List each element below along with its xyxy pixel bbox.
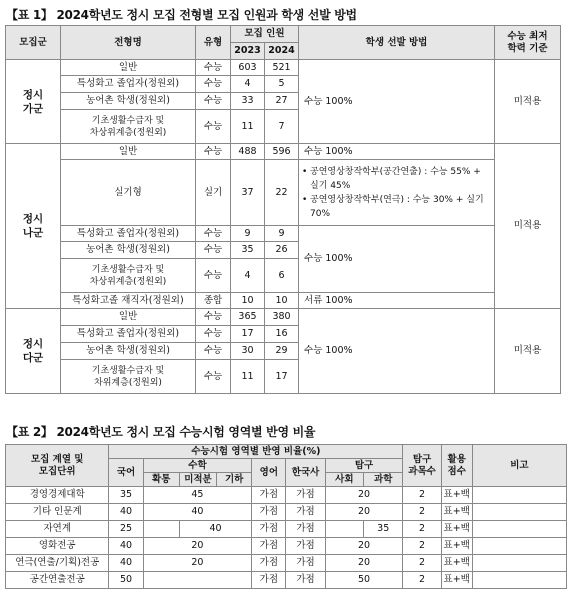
header-ratio: 수능시험 영역별 반영 비율(%) — [109, 445, 403, 459]
type-name-cell: 농어촌 학생(정원외) — [61, 242, 196, 259]
english-cell: 가점 — [252, 521, 286, 538]
quota-2024-cell: 9 — [265, 226, 299, 242]
score-cell: 표+백 — [441, 504, 472, 521]
header-2023: 2023 — [231, 43, 265, 60]
table-row — [6, 309, 561, 326]
practical-method-cell — [299, 160, 495, 226]
quota-2023-cell: 4 — [231, 76, 265, 93]
table-row — [6, 60, 561, 76]
header-quota: 모집 인원 — [231, 26, 299, 43]
kind-cell: 수능 — [196, 226, 231, 242]
quota-2024-cell: 521 — [265, 60, 299, 76]
quota-2024-cell: 380 — [265, 309, 299, 326]
math-cell: 20 — [143, 555, 252, 572]
header-history: 한국사 — [286, 459, 325, 487]
quota-2023-cell: 4 — [231, 259, 265, 293]
table-row — [6, 226, 561, 242]
quota-2024-cell: 26 — [265, 242, 299, 259]
group-cell: 정시 가군 — [6, 60, 61, 144]
english-cell: 가점 — [252, 572, 286, 589]
kind-cell: 수능 — [196, 93, 231, 110]
quota-2023-cell: 17 — [231, 326, 265, 343]
quota-2023-cell: 35 — [231, 242, 265, 259]
table1-title: 【표 1】 2024학년도 정시 모집 전형별 모집 인원과 학생 선발 방법 — [6, 8, 357, 22]
type-name-cell: 일반 — [61, 144, 196, 160]
korean-cell: 40 — [109, 504, 143, 521]
method-cell: 수능 100% — [299, 309, 495, 394]
count-cell: 2 — [403, 555, 441, 572]
table-row — [6, 504, 567, 521]
korean-cell: 50 — [109, 572, 143, 589]
header-inquiry: 탐구 — [325, 459, 403, 473]
unit-cell: 영화전공 — [6, 538, 109, 555]
math-cell: 40 — [179, 521, 251, 538]
english-cell: 가점 — [252, 538, 286, 555]
header-math-stat: 확통 — [143, 473, 179, 487]
korean-cell: 40 — [109, 555, 143, 572]
history-cell: 가점 — [286, 572, 325, 589]
quota-2024-cell: 27 — [265, 93, 299, 110]
kind-cell: 수능 — [196, 110, 231, 144]
math-cell: 45 — [143, 487, 252, 504]
method-cell: 수능 100% — [299, 226, 495, 293]
type-name-cell: 특성화고 졸업자(정원외) — [61, 326, 196, 343]
math-cell: 40 — [143, 504, 252, 521]
header-unit: 모집 계열 및 모집단위 — [6, 445, 109, 487]
quota-2024-cell: 596 — [265, 144, 299, 160]
group-cell: 정시 나군 — [6, 144, 61, 309]
header-math: 수학 — [143, 459, 252, 473]
header-english: 영어 — [252, 459, 286, 487]
score-cell: 표+백 — [441, 487, 472, 504]
practical-method-item: • 공연영상창작학부(연극) : 수능 30% + 실기 70% — [302, 194, 484, 219]
quota-2024-cell: 22 — [265, 160, 299, 226]
header-korean: 국어 — [109, 459, 143, 487]
type-name-cell: 기초생활수급자 및 차상위계층(정원외) — [61, 110, 196, 144]
type-name-cell: 일반 — [61, 60, 196, 76]
math-cell — [143, 572, 252, 589]
score-cell: 표+백 — [441, 572, 472, 589]
header-2024: 2024 — [265, 43, 299, 60]
minimum-cell: 미적용 — [495, 144, 561, 309]
header-minimum: 수능 최저 학력 기준 — [495, 26, 561, 60]
quota-2023-cell: 603 — [231, 60, 265, 76]
kind-cell: 수능 — [196, 144, 231, 160]
kind-cell: 수능 — [196, 242, 231, 259]
table-row — [6, 144, 561, 160]
note-cell — [472, 572, 566, 589]
method-cell: 수능 100% — [299, 144, 495, 160]
type-name-cell: 기초생활수급자 및 차위계층(정원외) — [61, 360, 196, 394]
history-cell: 가점 — [286, 504, 325, 521]
table2-title: 【표 2】 2024학년도 정시 모집 수능시험 영역별 반영 비율 — [6, 425, 316, 439]
method-cell: 수능 100% — [299, 60, 495, 144]
quota-2024-cell: 6 — [265, 259, 299, 293]
admission-quota-table — [5, 25, 561, 394]
table-row — [6, 160, 561, 226]
type-name-cell: 농어촌 학생(정원외) — [61, 343, 196, 360]
note-cell — [472, 504, 566, 521]
header-type-name: 전형명 — [61, 26, 196, 60]
minimum-cell: 미적용 — [495, 60, 561, 144]
english-cell: 가점 — [252, 555, 286, 572]
header-score: 활용 점수 — [441, 445, 472, 487]
header-social: 사회 — [325, 473, 363, 487]
kind-cell: 수능 — [196, 343, 231, 360]
quota-2024-cell: 10 — [265, 293, 299, 309]
unit-cell: 자연계 — [6, 521, 109, 538]
type-name-cell: 특성화고졸 재직자(정원외) — [61, 293, 196, 309]
header-note: 비고 — [472, 445, 566, 487]
social-cell — [325, 521, 363, 538]
quota-2023-cell: 11 — [231, 360, 265, 394]
minimum-cell: 미적용 — [495, 309, 561, 394]
inquiry-cell: 20 — [325, 504, 403, 521]
count-cell: 2 — [403, 572, 441, 589]
quota-2023-cell: 37 — [231, 160, 265, 226]
type-name-cell: 기초생활수급자 및 차상위계층(정원외) — [61, 259, 196, 293]
quota-2024-cell: 29 — [265, 343, 299, 360]
header-math-calc: 미적분 — [179, 473, 216, 487]
unit-cell: 공간연출전공 — [6, 572, 109, 589]
history-cell: 가점 — [286, 555, 325, 572]
history-cell: 가점 — [286, 538, 325, 555]
kind-cell: 수능 — [196, 76, 231, 93]
table-row — [6, 521, 567, 538]
quota-2023-cell: 10 — [231, 293, 265, 309]
quota-2023-cell: 488 — [231, 144, 265, 160]
inquiry-cell: 20 — [325, 555, 403, 572]
header-inquiry-count: 탐구 과목수 — [403, 445, 441, 487]
korean-cell: 25 — [109, 521, 143, 538]
english-cell: 가점 — [252, 504, 286, 521]
type-name-cell: 농어촌 학생(정원외) — [61, 93, 196, 110]
count-cell: 2 — [403, 538, 441, 555]
inquiry-cell: 20 — [325, 538, 403, 555]
unit-cell: 연극(연출/기획)전공 — [6, 555, 109, 572]
quota-2023-cell: 9 — [231, 226, 265, 242]
kind-cell: 수능 — [196, 309, 231, 326]
english-cell: 가점 — [252, 487, 286, 504]
quota-2024-cell: 17 — [265, 360, 299, 394]
count-cell: 2 — [403, 487, 441, 504]
type-name-cell: 실기형 — [61, 160, 196, 226]
quota-2023-cell: 365 — [231, 309, 265, 326]
note-cell — [472, 555, 566, 572]
korean-cell: 35 — [109, 487, 143, 504]
type-name-cell: 일반 — [61, 309, 196, 326]
table-row — [6, 538, 567, 555]
kind-cell: 수능 — [196, 360, 231, 394]
group-cell: 정시 다군 — [6, 309, 61, 394]
kind-cell: 수능 — [196, 60, 231, 76]
quota-2024-cell: 5 — [265, 76, 299, 93]
quota-2024-cell: 7 — [265, 110, 299, 144]
note-cell — [472, 521, 566, 538]
table-row — [6, 555, 567, 572]
table-row — [6, 487, 567, 504]
history-cell: 가점 — [286, 521, 325, 538]
header-kind: 유형 — [196, 26, 231, 60]
quota-2023-cell: 30 — [231, 343, 265, 360]
quota-2023-cell: 11 — [231, 110, 265, 144]
header-group: 모집군 — [6, 26, 61, 60]
practical-method-item: • 공연영상창작학부(공간연출) : 수능 55% + 실기 45% — [302, 166, 481, 191]
table-row — [6, 572, 567, 589]
score-cell: 표+백 — [441, 538, 472, 555]
type-name-cell: 특성화고 졸업자(정원외) — [61, 76, 196, 93]
unit-cell: 기타 인문계 — [6, 504, 109, 521]
math-cell: 20 — [143, 538, 252, 555]
count-cell: 2 — [403, 521, 441, 538]
math-stat-cell — [143, 521, 179, 538]
note-cell — [472, 538, 566, 555]
unit-cell: 경영경제대학 — [6, 487, 109, 504]
header-science: 과학 — [364, 473, 403, 487]
kind-cell: 실기 — [196, 160, 231, 226]
kind-cell: 수능 — [196, 326, 231, 343]
header-math-geo: 기하 — [217, 473, 252, 487]
header-method: 학생 선발 방법 — [299, 26, 495, 60]
score-cell: 표+백 — [441, 521, 472, 538]
history-cell: 가점 — [286, 487, 325, 504]
science-cell: 35 — [364, 521, 403, 538]
count-cell: 2 — [403, 504, 441, 521]
korean-cell: 40 — [109, 538, 143, 555]
inquiry-cell: 50 — [325, 572, 403, 589]
table-row — [6, 293, 561, 309]
inquiry-cell: 20 — [325, 487, 403, 504]
score-cell: 표+백 — [441, 555, 472, 572]
quota-2023-cell: 33 — [231, 93, 265, 110]
quota-2024-cell: 16 — [265, 326, 299, 343]
method-cell: 서류 100% — [299, 293, 495, 309]
note-cell — [472, 487, 566, 504]
type-name-cell: 특성화고 졸업자(정원외) — [61, 226, 196, 242]
kind-cell: 수능 — [196, 259, 231, 293]
csat-ratio-table — [5, 444, 567, 589]
kind-cell: 종합 — [196, 293, 231, 309]
